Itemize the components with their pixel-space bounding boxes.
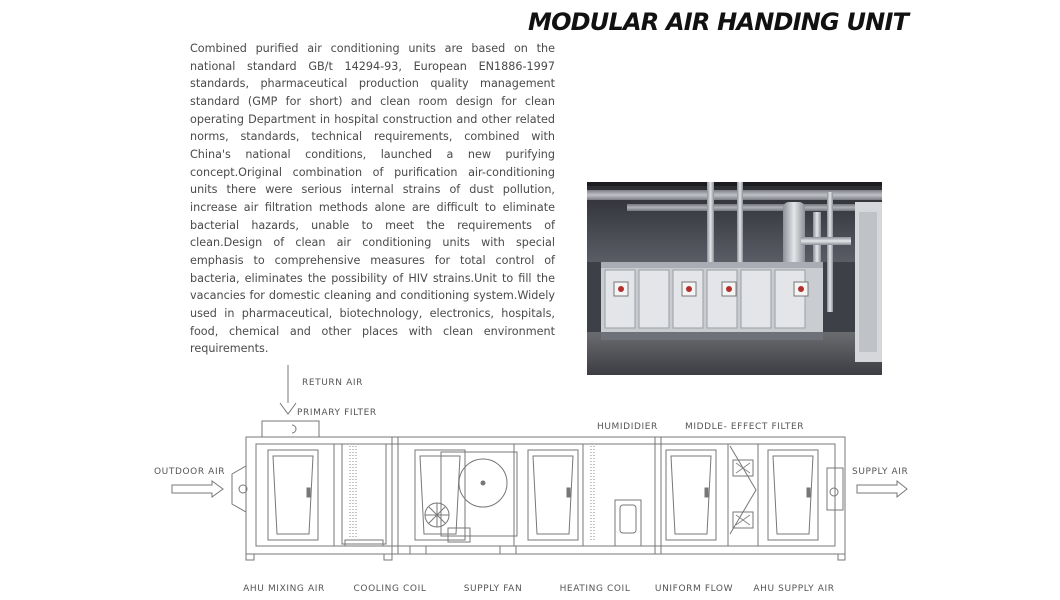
primary-filter-box — [262, 421, 319, 437]
section-label-mixing: AHU MIXING AIR — [243, 584, 325, 594]
section-label-cooling: COOLING COIL — [353, 584, 427, 594]
middle-effect-filter — [730, 446, 756, 534]
section-label-fan: SUPPLY FAN — [463, 584, 523, 594]
outdoor-air-arrow — [172, 481, 223, 497]
return-air-label: RETURN AIR — [302, 378, 363, 388]
section-label-supply: AHU SUPPLY AIR — [753, 584, 835, 594]
humidifier-label: HUMIDIDIER — [597, 422, 658, 432]
supply-air-arrow — [857, 481, 907, 497]
section-label-uniform: UNIFORM FLOW — [654, 584, 734, 594]
middle-effect-filter-label: MIDDLE- EFFECT FILTER — [685, 422, 805, 432]
supply-air-label: SUPPLY AIR — [852, 467, 909, 477]
cooling-coil — [342, 444, 386, 546]
humidifier-unit — [615, 500, 641, 546]
page-title: MODULAR AIR HANDING UNIT — [528, 8, 909, 36]
section-label-heating: HEATING COIL — [559, 584, 631, 594]
ahu-photo — [587, 182, 882, 375]
description-text: Combined purified air conditioning units are based on the national standard GB/t 14294-93, European EN1886-1997 standards, pharmaceutical production quality management standard (GMP for short) and clean room design for clean operating Department in hospital construction and other related norms, standards, technical requirements, combined with China's national conditions, launched a new purifying concept.Original combination of purification air-conditioning units there were serious internal strains of dust pollution, increase air filtration methods alone are difficult to eliminate bacterial hazards, unable to meet the requirements of clean.Design of clean air conditioning units with special emphasis to comprehensive measures for total control of bacteria, eliminates the possibility of HIV strains.Unit to fill the vacancies for domestic cleaning and conditioning system.Widely used in pharmaceutical, biotechnology, electronics, hospitals, food, chemical and other places with clean environment requirements. — [190, 42, 555, 356]
ahu-casing — [246, 437, 845, 554]
door-uniform — [666, 450, 716, 540]
ahu-schematic — [0, 360, 1060, 600]
supply-fan — [425, 452, 517, 542]
door-mixing — [268, 450, 318, 540]
door-heating — [528, 450, 578, 540]
outdoor-air-label: OUTDOOR AIR — [154, 467, 226, 477]
primary-filter-label: PRIMARY FILTER — [297, 408, 377, 418]
door-supply — [768, 450, 818, 540]
